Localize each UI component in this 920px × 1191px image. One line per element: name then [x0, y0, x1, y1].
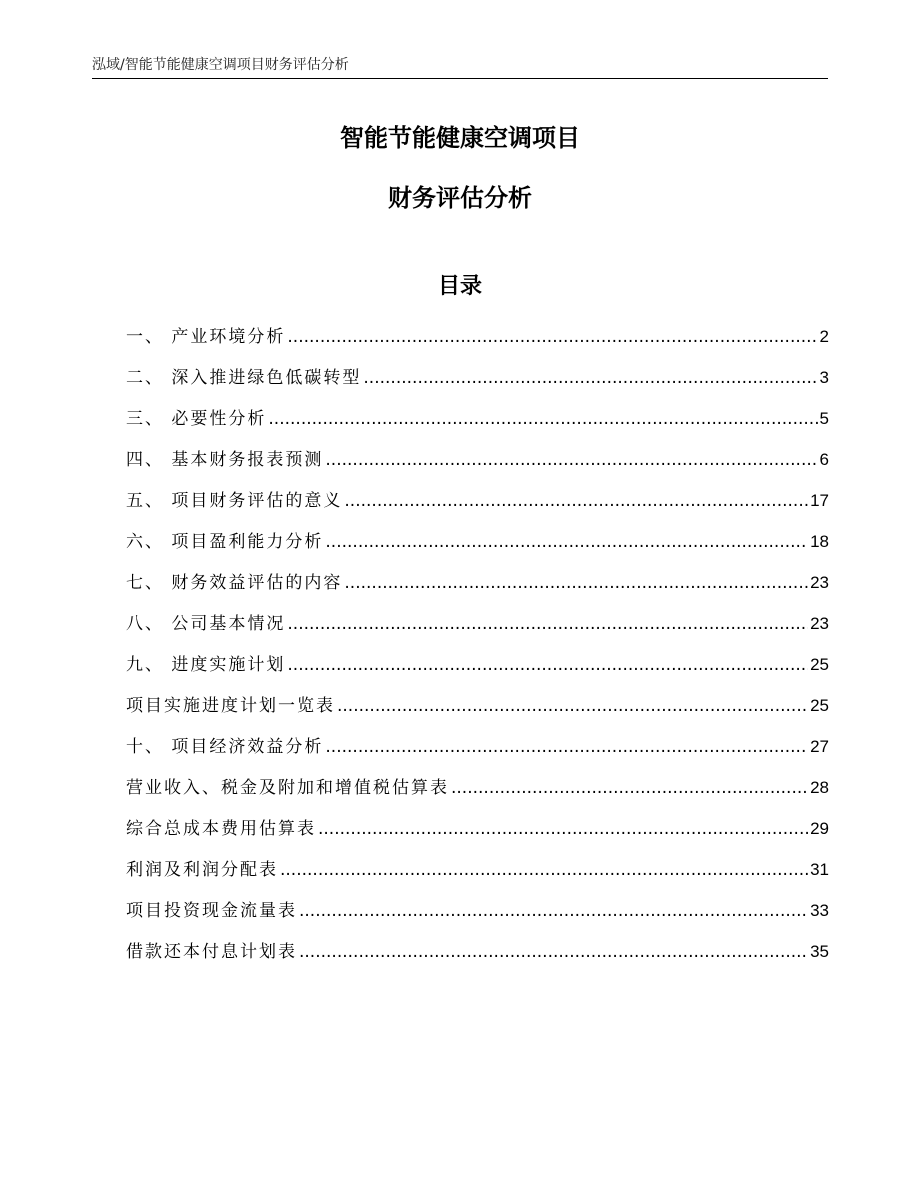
- toc-entry[interactable]: [126, 776, 829, 817]
- toc-heading: 目录: [437, 274, 482, 299]
- toc-dot-leader: [287, 612, 808, 636]
- toc-entry[interactable]: [126, 612, 829, 653]
- toc-dot-leader: [451, 776, 808, 800]
- toc-entry-label: 一、 产业环境分析: [126, 327, 286, 347]
- toc-dot-leader: [318, 817, 808, 841]
- toc-entry-label: 六、 项目盈利能力分析: [126, 532, 324, 552]
- toc-dot-leader: [280, 858, 808, 882]
- toc-entry[interactable]: [126, 366, 829, 407]
- toc-entry-page: 27: [810, 737, 829, 756]
- toc-entry[interactable]: [126, 735, 829, 776]
- toc-entry-page: 28: [810, 778, 829, 797]
- toc-entry[interactable]: [126, 817, 829, 858]
- page-header: 泓域/智能节能健康空调项目财务评估分析: [92, 54, 828, 79]
- toc-entry-label: 十、 项目经济效益分析: [126, 737, 324, 757]
- toc-entry-page: 2: [819, 327, 829, 346]
- toc-entry[interactable]: [126, 858, 829, 899]
- toc-entry-label: 四、 基本财务报表预测: [126, 450, 324, 470]
- toc-entry[interactable]: [126, 694, 829, 735]
- toc-entry[interactable]: [126, 653, 829, 694]
- toc-dot-leader: [344, 489, 808, 513]
- toc-entry-page: 18: [810, 532, 829, 551]
- toc-entry-label: 三、 必要性分析: [126, 409, 267, 429]
- toc-entry-label: 二、 深入推进绿色低碳转型: [126, 368, 362, 388]
- toc-dot-leader: [344, 571, 808, 595]
- toc-entry-page: 25: [810, 696, 829, 715]
- toc-entry-page: 29: [810, 819, 829, 838]
- toc-entry-label: 营业收入、税金及附加和增值税估算表: [126, 778, 449, 798]
- toc-entry-label: 九、 进度实施计划: [126, 655, 286, 675]
- toc-entry-label: 项目实施进度计划一览表: [126, 696, 335, 716]
- toc-dot-leader: [287, 325, 817, 349]
- toc-entry-page: 6: [819, 450, 829, 469]
- toc-entry-label: 五、 项目财务评估的意义: [126, 491, 343, 511]
- toc-entry-label: 利润及利润分配表: [126, 860, 278, 880]
- toc-entry-page: 3: [819, 368, 829, 387]
- toc-entry[interactable]: [126, 448, 829, 489]
- toc-entry[interactable]: [126, 325, 829, 366]
- toc-dot-leader: [299, 940, 808, 964]
- toc-entry[interactable]: [126, 899, 829, 940]
- toc-dot-leader: [325, 735, 808, 759]
- toc-dot-leader: [299, 899, 808, 923]
- toc-entry-page: 5: [819, 409, 829, 428]
- toc-dot-leader: [268, 407, 817, 431]
- toc-entry[interactable]: [126, 530, 829, 571]
- toc-entry[interactable]: [126, 940, 829, 981]
- toc-entry-label: 项目投资现金流量表: [126, 901, 297, 921]
- toc-entry[interactable]: [126, 407, 829, 448]
- toc-entry-page: 35: [810, 942, 829, 961]
- toc-entry-page: 31: [810, 860, 829, 879]
- document-subtitle: 财务评估分析: [388, 184, 532, 212]
- toc-entry-label: 综合总成本费用估算表: [126, 819, 316, 839]
- toc-dot-leader: [363, 366, 817, 390]
- toc-entry-page: 33: [810, 901, 829, 920]
- toc-dot-leader: [325, 448, 817, 472]
- toc-dot-leader: [325, 530, 808, 554]
- toc-dot-leader: [287, 653, 808, 677]
- toc-entry-label: 七、 财务效益评估的内容: [126, 573, 343, 593]
- toc-dot-leader: [337, 694, 808, 718]
- toc-entry-page: 17: [810, 491, 829, 510]
- toc-entry-label: 借款还本付息计划表: [126, 942, 297, 962]
- toc-entry[interactable]: [126, 489, 829, 530]
- toc-entry[interactable]: [126, 571, 829, 612]
- table-of-contents: [126, 325, 829, 981]
- toc-entry-label: 八、 公司基本情况: [126, 614, 286, 634]
- toc-entry-page: 23: [810, 573, 829, 592]
- document-title: 智能节能健康空调项目: [340, 124, 580, 152]
- toc-entry-page: 25: [810, 655, 829, 674]
- toc-entry-page: 23: [810, 614, 829, 633]
